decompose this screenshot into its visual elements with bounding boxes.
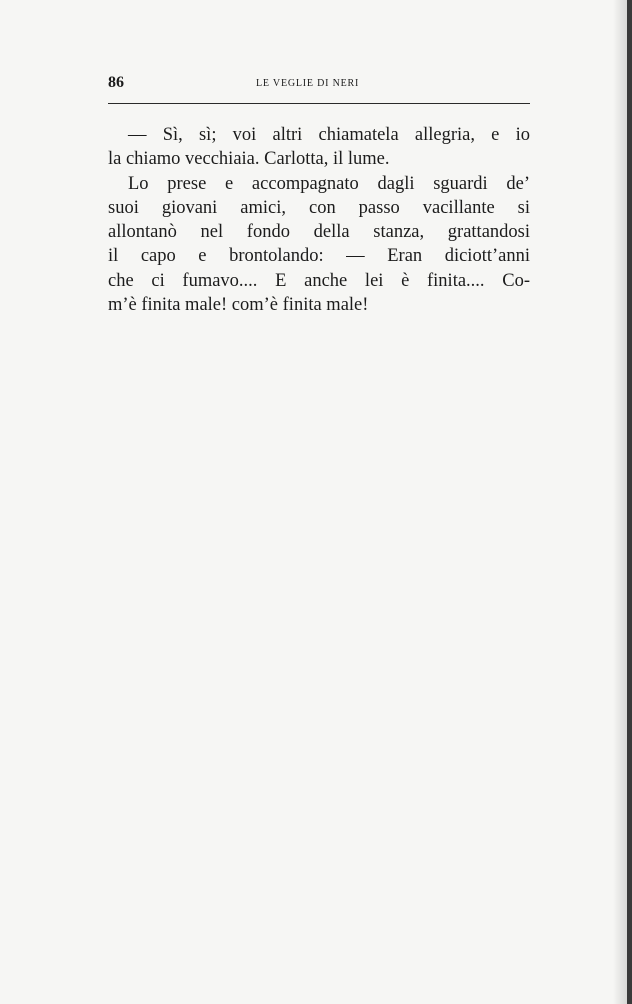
text-line: il capo e brontolando: — Eran diciott’anni (108, 246, 530, 267)
text-line: — Sì, sì; voi altri chiamatela allegria, e io (128, 125, 530, 145)
running-title: LE VEGLIE DI NERI (256, 78, 360, 89)
running-head (108, 74, 530, 94)
page-edge (627, 0, 632, 1004)
text-line: suoi giovani amici, con passo vacillante si (108, 197, 530, 218)
body-text (108, 123, 530, 317)
text-line: la chiamo vecchiaia. Carlotta, il lume. (108, 149, 390, 170)
text-line: che ci fumavo.... E anche lei è finita.... Co- (108, 270, 530, 291)
paragraph-2 (108, 172, 530, 318)
page-number: 86 (108, 74, 124, 91)
text-line: m’è finita male! com’è finita male! (108, 295, 369, 316)
text-line: Lo prese e accompagnato dagli sguardi de’ (128, 173, 530, 194)
paragraph-1 (108, 123, 530, 172)
text-line: allontanò nel fondo della stanza, grattandosi (108, 222, 530, 243)
page-edge-shadow (613, 0, 627, 1004)
header-rule (108, 103, 530, 104)
